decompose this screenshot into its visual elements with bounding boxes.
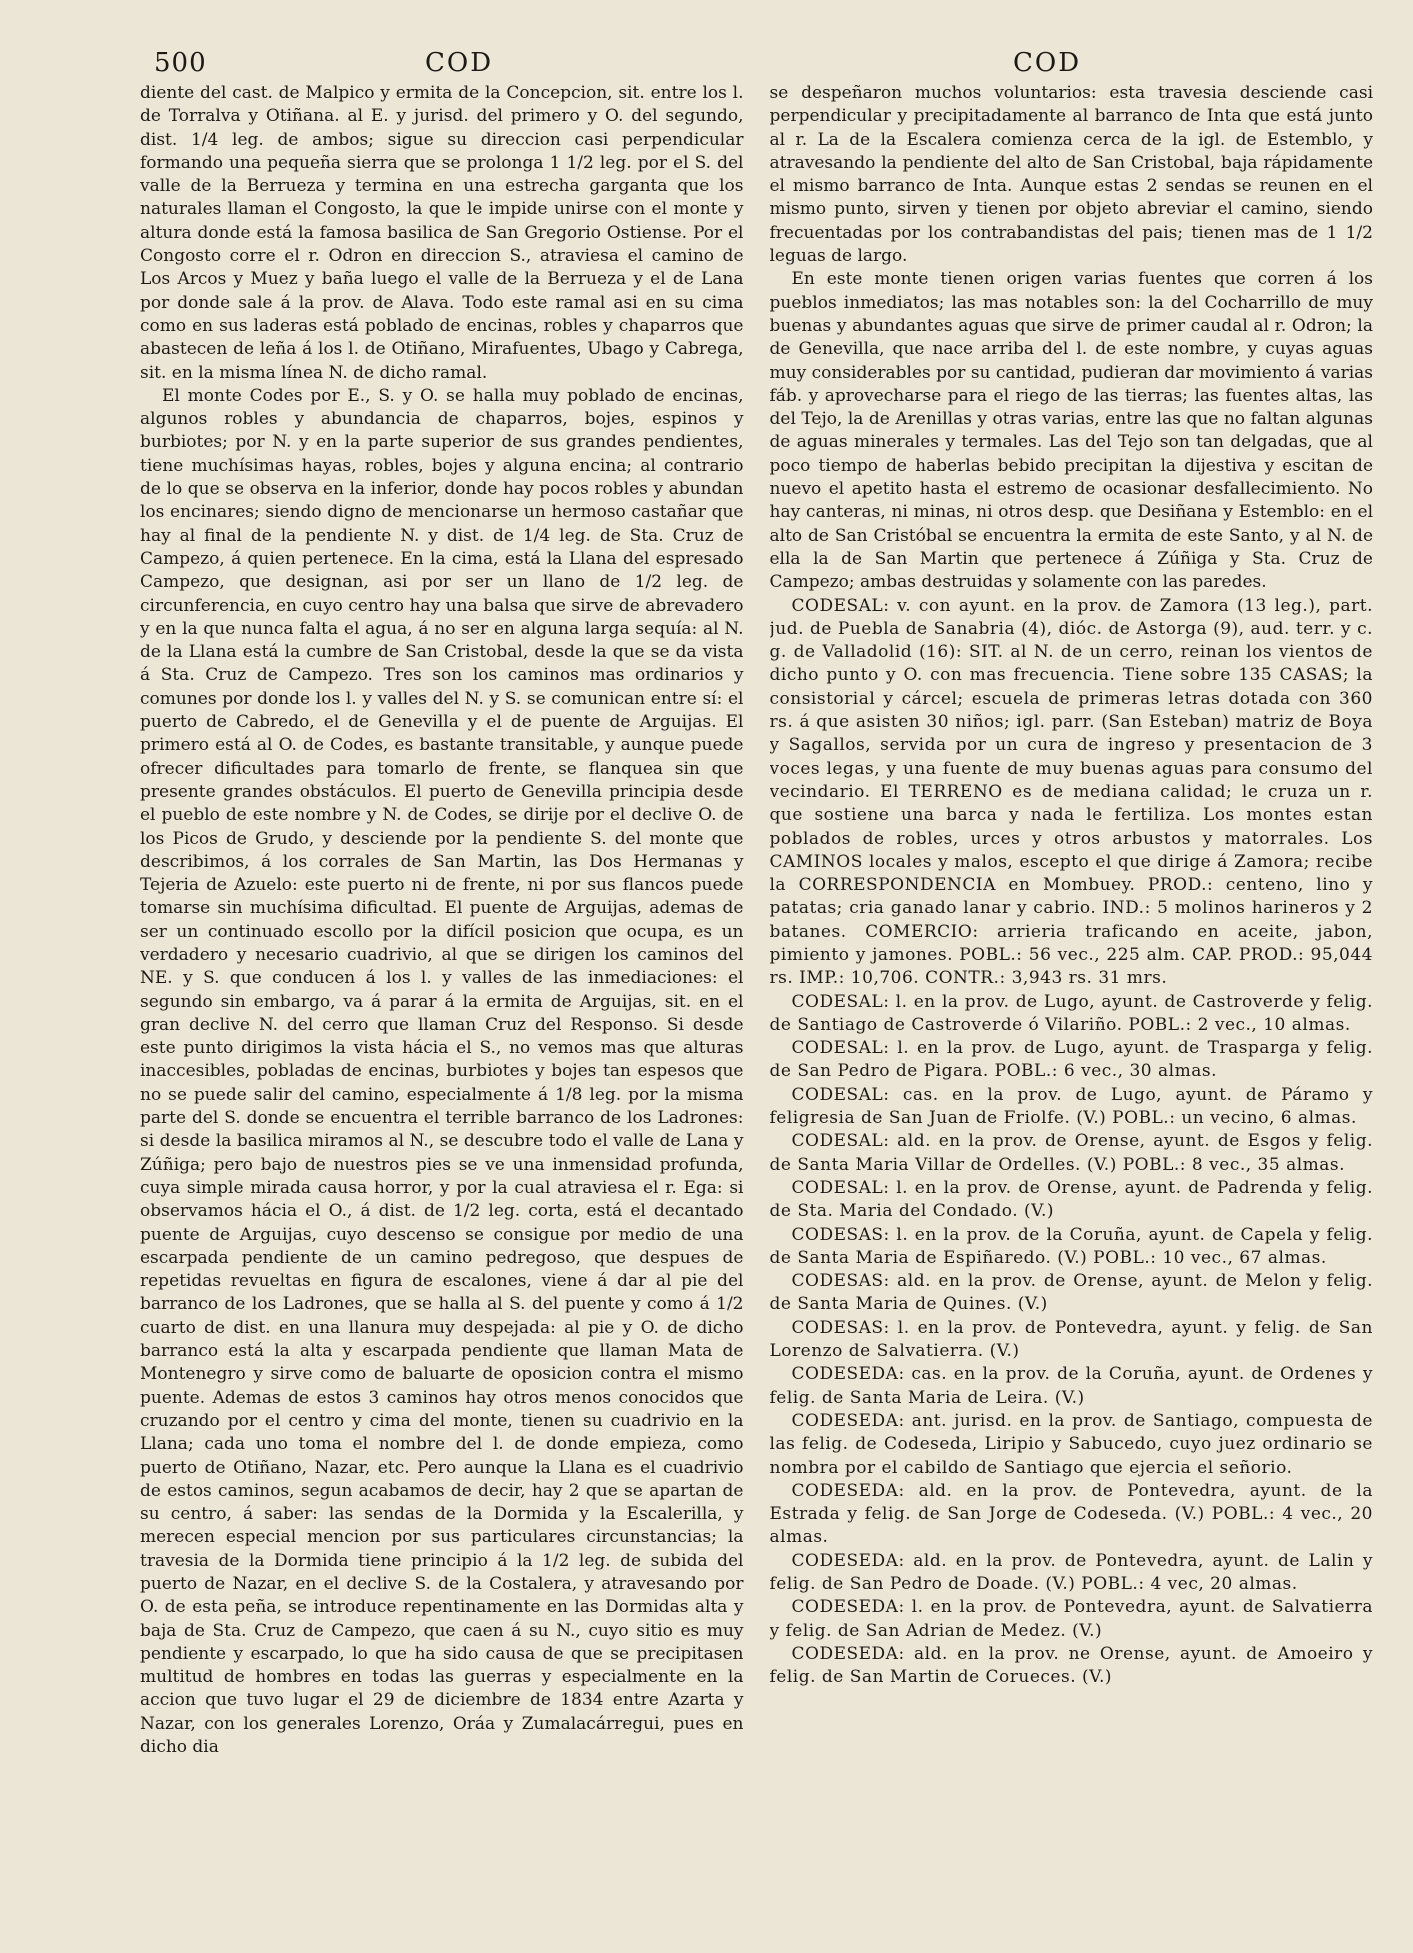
right-column <box>770 82 1374 1942</box>
paragraph: En este monte tienen origen varias fuentes que corren á los pueblos inmediatos; las mas notables son: la del Cocharrillo de muy buenas y abundantes aguas que sirve de primer caudal al r. Odron; la de Genevilla, que nace arriba del l. de este nombre, y cuyas aguas muy considerables por su cantidad, pudieran dar movimiento á varias fáb. y aprovecharse para el riego de las tierras; las fuentes altas, las del Tejo, la de Arenillas y otras varias, entre las que no faltan algunas de aguas minerales y termales. Las del Tejo son tan delgadas, que al poco tiempo de haberlas bebido precipitan la dijestiva y escitan de nuevo el apetito hasta el estremo de ocasionar desfallecimiento. No hay canteras, ni minas, ni otros desp. que Desiñana y Estemblo: en el alto de San Cristóbal se encuentra la ermita de este Santo, y al N. de ella la de San Martin que pertenece á Zúñiga y Sta. Cruz de Campezo; ambas destruidas y solamente con las paredes. <box>769 269 1373 593</box>
paragraph: se despeñaron muchos voluntarios: esta travesia desciende casi perpendicular y precipitadamente al barranco de Inta que está junto al r. La de la Escalera comienza cerca de la igl. de Estemblo, y atravesando la pendiente del alto de San Cristobal, baja rápidamente el mismo barranco de Inta. Aunque estas 2 sendas se reunen en el mismo punto, sirven y tienen por objeto abreviar el camino, siendo frecuentadas por los contrabandistas del pais; tienen mas de 1 1/2 leguas de largo. <box>769 83 1373 267</box>
left-column <box>140 82 744 1942</box>
paragraph: diente del cast. de Malpico y ermita de la Concepcion, sit. entre los l. de Torralva y Otiñana. al E. y jurisd. del primero y O. del segundo, dist. 1/4 leg. de ambos; sigue su direccion casi perpendicular formando una pequeña sierra que se prolonga 1 1/2 leg. por el S. del valle de la Berrueza y termina en una estrecha garganta que los naturales llaman el Congosto, la que le impide unirse con el monte y altura donde está la famosa basilica de San Gregorio Ostiense. Por el Congosto corre el r. Odron en direccion S., atraviesa el camino de Los Arcos y Muez y baña luego el valle de la Berrueza y el de Lana por donde sale á la prov. de Alava. Todo este ramal asi en su cima como en sus laderas está poblado de encinas, robles y chaparros que abastecen de leña á los l. de Otiñano, Mirafuentes, Ubago y Cabrega, sit. en la misma línea N. de dicho ramal. <box>140 83 744 383</box>
entry-codesas-salvatierra: CODESAS: l. en la prov. de Pontevedra, ayunt. y felig. de San Lorenzo de Salvatierra. (V.) <box>769 1317 1373 1362</box>
entry-codesal-padrenda: CODESAL: l. en la prov. de Orense, ayunt. de Padrenda y felig. de Sta. Maria del Condado. (V.) <box>769 1177 1373 1222</box>
entry-codeseda-ordenes: CODESEDA: cas. en la prov. de la Coruña, ayunt. de Ordenes y felig. de Santa Maria de Leira. (V.) <box>769 1364 1373 1408</box>
page-header <box>140 40 1373 76</box>
entry-codesal-esgos: CODESAL: ald. en la prov. de Orense, ayunt. de Esgos y felig. de Santa Maria Villar de Ordelles. (V.) POBL.: 8 vec., 35 almas. <box>769 1131 1373 1175</box>
entry-codesal-trasparga: CODESAL: l. en la prov. de Lugo, ayunt. de Trasparga y felig. de San Pedro de Pigara. POBL.: 6 vec., 30 almas. <box>769 1038 1373 1082</box>
entry-codeseda-amoeiro: CODESEDA: ald. en la prov. ne Orense, ayunt. de Amoeiro y felig. de San Martin de Corueces. (V.) <box>769 1643 1373 1688</box>
entry-codesas-capela: CODESAS: l. en la prov. de la Coruña, ayunt. de Capela y felig. de Santa Maria de Espiñaredo. (V.) POBL.: 10 vec., 67 almas. <box>769 1224 1373 1268</box>
entry-codeseda-jurisd: CODESEDA: ant. jurisd. en la prov. de Santiago, compuesta de las felig. de Codeseda, Liripio y Sabucedo, cuyo juez ordinario se nombra por el cabildo de Santiago que ejercia el señorio. <box>769 1410 1373 1478</box>
entry-codesal-paramo: CODESAL: cas. en la prov. de Lugo, ayunt. de Páramo y feligresia de San Juan de Friolfe. (V.) POBL.: un vecino, 6 almas. <box>769 1084 1373 1129</box>
running-head-left: COD <box>425 48 494 78</box>
text-columns <box>140 82 1373 1942</box>
paragraph: El monte Codes por E., S. y O. se halla muy poblado de encinas, algunos robles y abundancia de chaparros, bojes, espinos y burbiotes; por N. y en la parte superior de sus grandes pendientes, tiene muchísimas hayas, robles, bojes y alguna encina; al contrario de lo que se observa en la inferior, donde hay pocos robles y abundan los encinares; siendo digno de mencionarse un hermoso castañar que hay al final de la pendiente N. y dist. de 1/4 leg. de Sta. Cruz de Campezo, á quien pertenece. En la cima, está la Llana del espresado Campezo, que designan, asi por ser un llano de 1/2 leg. de circunferencia, en cuyo centro hay una balsa que sirve de abrevadero y en la que nunca falta el agua, á no ser en alguna larga sequía: al N. de la Llana está la cumbre de San Cristobal, desde la que se da vista á Sta. Cruz de Campezo. Tres son los caminos mas ordinarios y comunes por donde los l. y valles del N. y S. se comunican entre sí: el puerto de Cabredo, el de Genevilla y el de puente de Arguijas. El primero está al O. de Codes, es bastante transitable, y aunque puede ofrecer dificultades para tomarlo de frente, se flanquea sin que presente grandes obstáculos. El puerto de Genevilla principia desde el pueblo de este nombre y N. de Codes, se dirije por el declive O. de los Picos de Grudo, y desciende por la pendiente S. del monte que describimos, á los corrales de San Martin, las Dos Hermanas y Tejeria de Azuelo: este puerto ni de frente, ni por sus flancos puede tomarse sin muchísima dificultad. El puente de Arguijas, ademas de ser un continuado escollo por la difícil posicion que ocupa, es un verdadero y necesario cuadrivio, al que se dirigen los caminos del NE. y S. que conducen á los l. y valles de las inmediaciones: el segundo sin embargo, va á parar á la ermita de Arguijas, sit. en el gran declive N. del cerro que llaman Cruz del Responso. Si desde este punto dirigimos la vista hácia el S., no vemos mas que alturas inaccesibles, pobladas de encinas, burbiotes y bojes tan espesos que no se puede salir del camino, especialmente á 1/8 leg. por la misma parte del S. donde se encuentra el terrible barranco de los Ladrones: si desde la basilica miramos al N., se descubre todo el valle de Lana y Zúñiga; pero bajo de nuestros pies se ve una inmensidad profunda, cuya simple mirada causa horror, y por la cual atraviesa el r. Ega: si observamos hácia el O., á dist. de 1/2 leg. corta, está el decantado puente de Arguijas, cuyo descenso se consigue por medio de una escarpada pendiente de un camino pedregoso, que despues de repetidas revueltas en figura de escalones, viene á dar al pie del barranco de los Ladrones, que se halla al S. del puente y como á 1/2 cuarto de dist. en una llanura muy despejada: al pie y O. de dicho barranco está la alta y escarpada pendiente que llaman Mata de Montenegro y sirve como de baluarte de oposicion contra el mismo puente. Ademas de estos 3 caminos hay otros menos conocidos que cruzando por el centro y cima del monte, tienen su cuadrivio en la Llana; cada uno toma el nombre del l. de donde empieza, como puerto de Otiñano, Nazar, etc. Pero aunque la Llana es el cuadrivio de estos caminos, segun acabamos de decir, hay 2 que se apartan de su centro, á saber: las sendas de la Dormida y la Escalerilla, y merecen especial mencion por sus particulares circunstancias; la travesia de la Dormida tiene principio á la 1/2 leg. de subida del puerto de Nazar, en el declive S. de la Costalera, y atravesando por O. de esta peña, se introduce repentinamente en las Dormidas alta y baja de Sta. Cruz de Campezo, que caen á su N., cuyo sitio es muy pendiente y escarpado, lo que ha sido causa de que se precipitasen multitud de hombres en todas las guerras y especialmente en la accion que tuvo lugar el 29 de diciembre de 1834 entre Azarta y Nazar, con los generales Lorenzo, Oráa y Zumalacárregui, pues en dicho dia <box>140 385 744 1758</box>
entry-codeseda-estrada: CODESEDA: ald. en la prov. de Pontevedra, ayunt. de la Estrada y felig. de San Jorge de Codeseda. (V.) POBL.: 4 vec., 20 almas. <box>769 1480 1373 1548</box>
entry-codeseda-lalin: CODESEDA: ald. en la prov. de Pontevedra, ayunt. de Lalin y felig. de San Pedro de Doade. (V.) POBL.: 4 vec, 20 almas. <box>769 1550 1373 1594</box>
entry-codesas-melon: CODESAS: ald. en la prov. de Orense, ayunt. de Melon y felig. de Santa Maria de Quines. (V.) <box>769 1271 1373 1315</box>
entry-codesal-castroverde: CODESAL: l. en la prov. de Lugo, ayunt. de Castroverde y felig. de Santiago de Castroverde ó Vilariño. POBL.: 2 vec., 10 almas. <box>769 991 1373 1035</box>
entry-codesal-zamora: CODESAL: v. con ayunt. en la prov. de Zamora (13 leg.), part. jud. de Puebla de Sanabria (4), dióc. de Astorga (9), aud. terr. y c. g. de Valladolid (16): SIT. al N. de un cerro, reinan los vientos de dicho punto y O. con mas frecuencia. Tiene sobre 135 CASAS; la consistorial y cárcel; escuela de primeras letras dotada con 360 rs. á que asisten 30 niños; igl. parr. (San Esteban) matriz de Boya y Sagallos, servida por un cura de ingreso y presentacion de 3 voces legas, y una fuente de muy buenas aguas para consumo del vecindario. El TERRENO es de mediana calidad; le cruza un r. que sostiene una barca y nada le fertiliza. Los montes estan poblados de robles, urces y otros arbustos y matorrales. Los CAMINOS locales y malos, escepto el que dirige á Zamora; recibe la CORRESPONDENCIA en Mombuey. PROD.: centeno, lino y patatas; cria ganado lanar y cabrio. IND.: 5 molinos harineros y 2 batanes. COMERCIO: arrieria traficando en aceite, jabon, pimiento y jamones. POBL.: 56 vec., 225 alm. CAP. PROD.: 95,044 rs. IMP.: 10,706. CONTR.: 3,943 rs. 31 mrs. <box>769 595 1373 989</box>
running-head-right: COD <box>1013 48 1082 78</box>
entry-codeseda-salvatierra: CODESEDA: l. en la prov. de Pontevedra, ayunt. de Salvatierra y felig. de San Adrian de Medez. (V.) <box>769 1597 1373 1641</box>
page-number: 500 <box>154 48 207 78</box>
